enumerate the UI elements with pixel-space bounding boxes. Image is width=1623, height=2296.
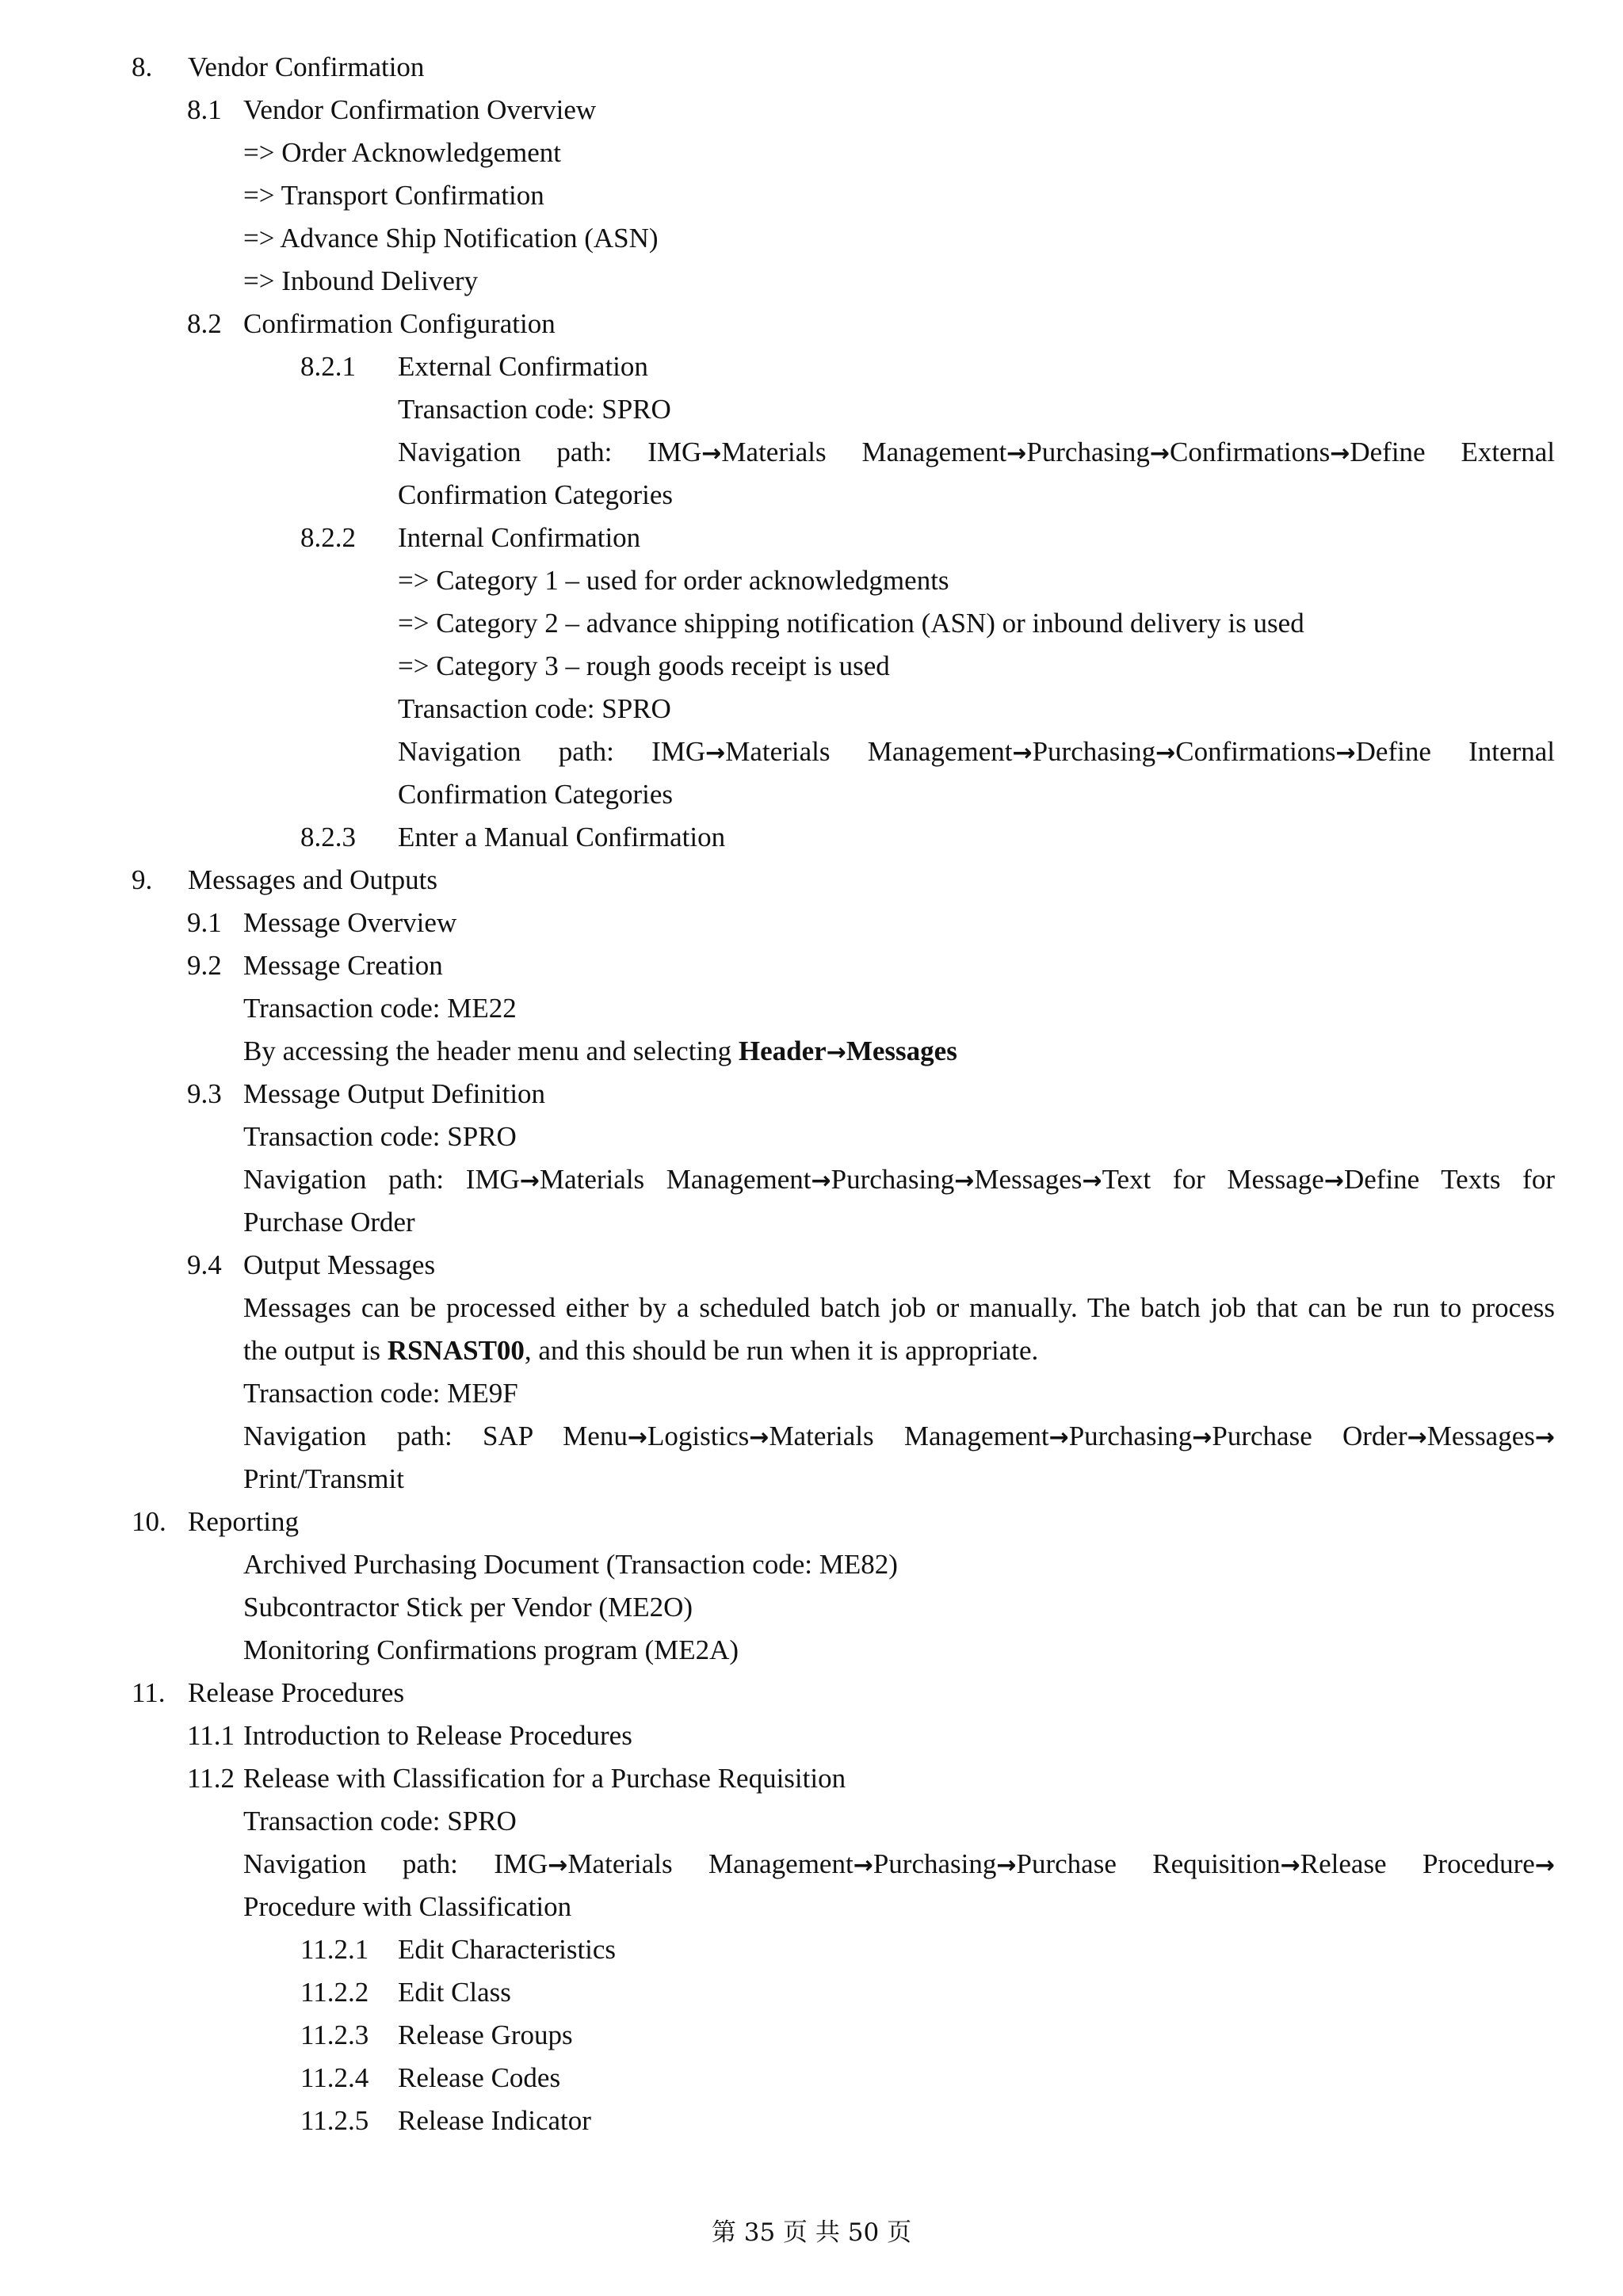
body-text: Confirmation Categories: [398, 779, 674, 810]
document-line: [0, 1501, 1623, 1543]
body-text: Purchase Order: [243, 1207, 415, 1238]
right-arrow-icon: →: [853, 1852, 873, 1879]
right-arrow-icon: →: [749, 1424, 769, 1451]
section-number: 8.2.2: [300, 522, 356, 553]
document-line: [0, 730, 1623, 773]
body-text: => Category 1 – used for order acknowledgments: [398, 565, 949, 596]
document-line: [0, 345, 1623, 388]
section-number: 11.1: [187, 1720, 235, 1751]
section-heading: Message Output Definition: [243, 1078, 546, 1109]
right-arrow-icon: →: [1534, 1852, 1555, 1879]
document-line: [0, 431, 1623, 474]
document-line: [0, 132, 1623, 174]
right-arrow-icon: →: [1082, 1167, 1102, 1195]
document-line: [0, 2014, 1623, 2057]
body-text: Archived Purchasing Document (Transaction code: ME82): [243, 1549, 898, 1580]
document-line: [0, 816, 1623, 859]
document-line: [0, 1415, 1623, 1458]
body-text: => Category 3 – rough goods receipt is used: [398, 650, 890, 681]
right-arrow-icon: →: [826, 1039, 846, 1066]
right-arrow-icon: →: [1192, 1424, 1212, 1451]
section-heading: Release Codes: [398, 2062, 561, 2093]
section-number: 10.: [132, 1506, 166, 1537]
right-arrow-icon: →: [705, 739, 726, 767]
right-arrow-icon: →: [1280, 1852, 1300, 1879]
document-line: [0, 1030, 1623, 1073]
document-line: [0, 260, 1623, 303]
right-arrow-icon: →: [1155, 739, 1176, 767]
body-text: Print/Transmit: [243, 1463, 404, 1494]
right-arrow-icon: →: [1012, 739, 1033, 767]
section-number: 8.2.3: [300, 822, 356, 852]
document-line: [0, 902, 1623, 944]
page-footer: 第 35 页 共 50 页: [711, 2218, 912, 2247]
body-text: Monitoring Confirmations program (ME2A): [243, 1634, 739, 1665]
document-line: [0, 1714, 1623, 1757]
section-number: 8.2.1: [300, 351, 356, 382]
document-line: [0, 688, 1623, 730]
right-arrow-icon: →: [1407, 1424, 1427, 1451]
right-arrow-icon: →: [1330, 440, 1350, 467]
document-line: [0, 1928, 1623, 1971]
body-text: => Inbound Delivery: [243, 265, 479, 296]
body-text: Navigation path: IMG→Materials Management→Purchasing→Purchase Requisition→Release Procedure→: [243, 1848, 1555, 1879]
document-line: [0, 1329, 1623, 1372]
document-line: [0, 1586, 1623, 1629]
section-heading: Release with Classification for a Purchase Requisition: [243, 1763, 846, 1794]
section-number: 11.2.2: [300, 1977, 369, 2008]
section-heading: Internal Confirmation: [398, 522, 641, 553]
right-arrow-icon: →: [1006, 440, 1027, 467]
section-heading: Enter a Manual Confirmation: [398, 822, 726, 852]
body-text: the output is RSNAST00, and this should be run when it is appropriate.: [243, 1335, 1039, 1366]
document-line: [0, 1757, 1623, 1800]
section-heading: Vendor Confirmation: [188, 51, 425, 82]
body-text: Transaction code: SPRO: [243, 1806, 517, 1836]
document-line: [0, 217, 1623, 260]
section-heading: Release Indicator: [398, 2105, 591, 2136]
section-heading: Messages and Outputs: [188, 864, 437, 895]
body-text: => Transport Confirmation: [243, 180, 544, 211]
document-line: [0, 303, 1623, 345]
section-heading: Edit Characteristics: [398, 1934, 617, 1965]
right-arrow-icon: →: [954, 1167, 975, 1195]
section-heading: Message Creation: [243, 950, 443, 981]
document-line: [0, 1543, 1623, 1586]
right-arrow-icon: →: [627, 1424, 647, 1451]
document-line: [0, 1458, 1623, 1501]
right-arrow-icon: →: [1323, 1167, 1344, 1195]
body-text: Transaction code: SPRO: [398, 693, 671, 724]
section-number: 8.2: [187, 308, 222, 339]
document-line: [0, 944, 1623, 987]
document-line: [0, 1629, 1623, 1672]
document-line: [0, 645, 1623, 688]
document-line: [0, 174, 1623, 217]
section-heading: Introduction to Release Procedures: [243, 1720, 632, 1751]
document-line: [0, 2100, 1623, 2142]
body-text: => Order Acknowledgement: [243, 137, 562, 168]
bold-term: RSNAST00: [387, 1335, 525, 1366]
body-text: Navigation path: IMG→Materials Management→Purchasing→Messages→Text for Message→Define Texts for: [243, 1164, 1555, 1195]
document-line: [0, 987, 1623, 1030]
document-line: [0, 1800, 1623, 1843]
body-text: Navigation path: SAP Menu→Logistics→Materials Management→Purchasing→Purchase Order→Messages→: [243, 1421, 1555, 1451]
body-text: Transaction code: SPRO: [398, 394, 671, 425]
body-text: Navigation path: IMG→Materials Management→Purchasing→Confirmations→Define External: [398, 437, 1555, 467]
right-arrow-icon: →: [1534, 1424, 1555, 1451]
right-arrow-icon: →: [996, 1852, 1017, 1879]
section-heading: External Confirmation: [398, 351, 648, 382]
body-text: Messages can be processed either by a scheduled batch job or manually. The batch job that can be run to process: [243, 1292, 1555, 1323]
section-number: 11.: [132, 1677, 166, 1708]
document-line: [0, 1372, 1623, 1415]
document-line: [0, 1886, 1623, 1928]
document-line: [0, 2057, 1623, 2100]
section-number: 11.2.3: [300, 2019, 369, 2050]
document-line: [0, 773, 1623, 816]
document-line: [0, 1672, 1623, 1714]
document-line: [0, 1843, 1623, 1886]
body-text: Subcontractor Stick per Vendor (ME2O): [243, 1592, 693, 1623]
section-number: 11.2.4: [300, 2062, 369, 2093]
section-number: 11.2.5: [300, 2105, 369, 2136]
document-line: [0, 1116, 1623, 1158]
section-number: 8.: [132, 51, 153, 82]
document-line: [0, 602, 1623, 645]
document-line: [0, 474, 1623, 517]
document-line: [0, 517, 1623, 559]
document-line: [0, 1244, 1623, 1287]
right-arrow-icon: →: [519, 1167, 540, 1195]
document-line: [0, 46, 1623, 89]
document-line: [0, 388, 1623, 431]
right-arrow-icon: →: [811, 1167, 831, 1195]
body-text: Transaction code: ME22: [243, 993, 517, 1024]
body-text: Navigation path: IMG→Materials Management→Purchasing→Confirmations→Define Internal: [398, 736, 1555, 767]
section-number: 8.1: [187, 94, 222, 125]
document-line: [0, 859, 1623, 902]
body-text: Transaction code: ME9F: [243, 1378, 518, 1409]
section-heading: Message Overview: [243, 907, 457, 938]
section-number: 9.1: [187, 907, 222, 938]
section-number: 9.4: [187, 1249, 222, 1280]
section-heading: Confirmation Configuration: [243, 308, 556, 339]
right-arrow-icon: →: [701, 440, 722, 467]
document-line: [0, 1971, 1623, 2014]
section-heading: Output Messages: [243, 1249, 436, 1280]
right-arrow-icon: →: [1149, 440, 1170, 467]
section-number: 11.2.1: [300, 1934, 369, 1965]
right-arrow-icon: →: [1335, 739, 1356, 767]
section-heading: Release Procedures: [188, 1677, 405, 1708]
body-text: Procedure with Classification: [243, 1891, 572, 1922]
right-arrow-icon: →: [1048, 1424, 1069, 1451]
section-heading: Reporting: [188, 1506, 299, 1537]
body-text: => Category 2 – advance shipping notification (ASN) or inbound delivery is used: [398, 608, 1304, 639]
document-line: [0, 1158, 1623, 1201]
section-number: 9.3: [187, 1078, 222, 1109]
section-number: 9.2: [187, 950, 222, 981]
document-line: [0, 1073, 1623, 1116]
section-number: 11.2: [187, 1763, 235, 1794]
document-line: [0, 559, 1623, 602]
body-text: By accessing the header menu and selecting Header→Messages: [243, 1035, 957, 1066]
bold-term: Header→Messages: [738, 1035, 957, 1066]
body-text: Transaction code: SPRO: [243, 1121, 517, 1152]
document-line: [0, 1287, 1623, 1329]
body-text: => Advance Ship Notification (ASN): [243, 223, 659, 254]
document-line: [0, 89, 1623, 132]
section-heading: Release Groups: [398, 2019, 573, 2050]
section-heading: Edit Class: [398, 1977, 511, 2008]
section-number: 9.: [132, 864, 153, 895]
body-text: Confirmation Categories: [398, 479, 674, 510]
document-line: [0, 1201, 1623, 1244]
section-heading: Vendor Confirmation Overview: [243, 94, 597, 125]
right-arrow-icon: →: [548, 1852, 568, 1879]
